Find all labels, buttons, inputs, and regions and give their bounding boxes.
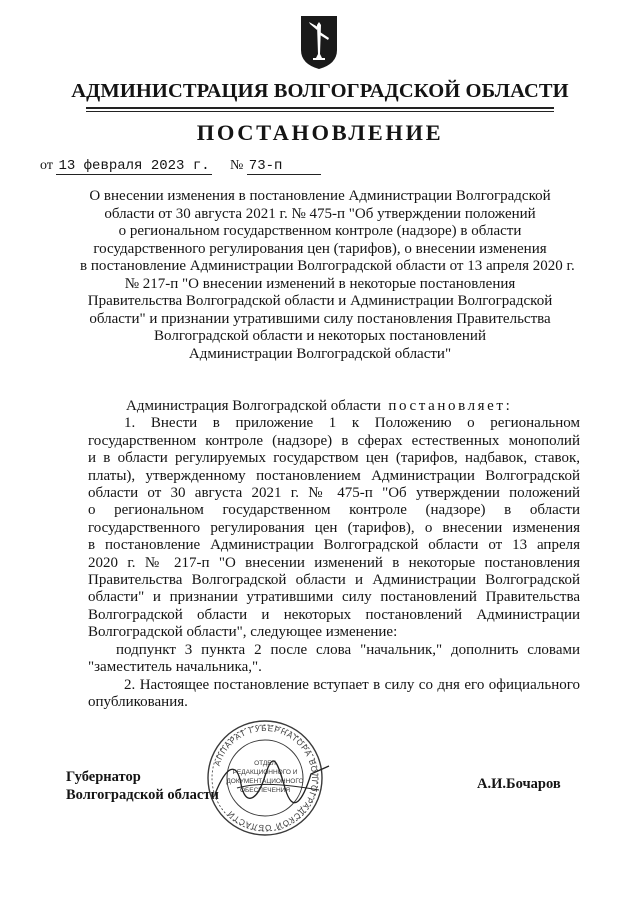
dateline — [40, 158, 321, 175]
paragraph-1-line: области от 30 августа 2021 г. № 475-п "Об утверждении положений — [88, 485, 580, 502]
subject-line: О внесении изменения в постановление Администрации Волгоградской — [89, 188, 551, 204]
paragraph-1-line: Правительства Волгоградской области и Администрации Волгоградской — [88, 572, 580, 589]
subject-line: Волгоградской области и некоторых постановлений — [154, 328, 486, 344]
number-sign: № — [229, 158, 244, 173]
organization-title: АДМИНИСТРАЦИЯ ВОЛГОГРАДСКОЙ ОБЛАСТИ — [71, 80, 569, 102]
paragraph-1-last-line: Волгоградской области", следующее изменение: — [88, 624, 398, 641]
subject-line: в постановление Администрации Волгоградской области от 13 апреля 2020 г. — [80, 258, 575, 274]
position-line: Губернатор — [66, 769, 141, 785]
preamble-start: Администрация Волгоградской области — [126, 398, 381, 414]
subject-line: области от 30 августа 2021 г. № 475-п "Об утверждении положений — [104, 205, 536, 222]
preamble-verb: постановляет: — [388, 398, 513, 414]
subpoint-line: подпункт 3 пункта 2 после слова "начальник," дополнить словами — [116, 641, 580, 658]
stamp-inner-line: РЕДАКЦИОННОГО И — [232, 769, 298, 776]
preamble — [88, 398, 580, 415]
volgograd-coat-of-arms-icon — [298, 14, 340, 70]
paragraph-1-line: платы), утвержденному постановлением Администрации Волгоградской — [88, 467, 580, 484]
subject-line: государственного регулирования цен (тарифов), о внесении изменения — [93, 240, 547, 257]
document-type-title: ПОСТАНОВЛЕНИЕ — [196, 120, 444, 145]
position-line: Волгоградской области — [66, 787, 219, 803]
subject-line: Администрации Волгоградской области" — [188, 345, 452, 362]
paragraph-1-line: и в области регулируемых государством цен (тарифов, надбавок, ставок, — [88, 450, 580, 467]
paragraph-1-line: государственном контроле (надзоре) в сферах естественных монополий — [88, 432, 580, 449]
document-body — [88, 398, 580, 711]
subject-line: о региональном государственном контроле (надзоре) в области — [118, 223, 522, 239]
stamp-inner-line: ОТДЕЛ — [254, 760, 276, 767]
paragraph-1-line: области" и признании утратившими силу постановлений Правительства — [88, 589, 580, 606]
subject-line: № 217-п "О внесении изменений в некоторые постановления — [124, 275, 516, 292]
paragraph-2-line: 2. Настоящее постановление вступает в силу со дня его официального — [124, 676, 580, 693]
paragraph-2-line: опубликования. — [88, 693, 188, 710]
subject-line: Правительства Волгоградской области и Администрации Волгоградской — [87, 293, 553, 309]
paragraph-1-line: Волгоградской области и некоторых постановлений Администрации — [88, 606, 580, 623]
stamp-inner-line: ДОКУМЕНТАЦИОННОГО — [226, 778, 304, 785]
subject-line: области" и признании утратившими силу постановления Правительства — [89, 310, 551, 327]
document-date: 13 февраля 2023 г. — [56, 158, 212, 175]
document-number: 73-п — [247, 158, 321, 175]
handwritten-signature — [207, 754, 337, 814]
header-rule-thick — [86, 107, 554, 109]
signatory-position — [66, 768, 219, 804]
stamp-outer-text: АППАРАТ ГУБЕРНАТОРА ВОЛГОГРАДСКОЙ ОБЛАСТИ — [212, 723, 320, 833]
subpoint-line: "заместитель начальника,". — [88, 659, 262, 676]
paragraph-1-line: 2020 г. № 217-п "О внесении изменений в некоторые постановления — [88, 554, 580, 571]
paragraph-1-line: государственного регулирования цен (тарифов), о внесении изменения — [88, 519, 580, 536]
paragraph-1-line: 1. Внести в приложение 1 к Положению о региональном — [124, 415, 580, 432]
signatory-name: А.И.Бочаров — [477, 776, 561, 792]
paragraph-1-line: о региональном государственном контроле (надзоре) в области — [88, 502, 580, 519]
paragraph-1-line: в постановление Администрации Волгоградской области от 13 апреля — [88, 537, 580, 554]
header-rule-thin — [86, 111, 554, 112]
stamp-inner-line: ОБЕСПЕЧЕНИЯ — [239, 787, 291, 794]
document-subject — [80, 188, 575, 363]
date-prefix: от — [40, 158, 53, 173]
